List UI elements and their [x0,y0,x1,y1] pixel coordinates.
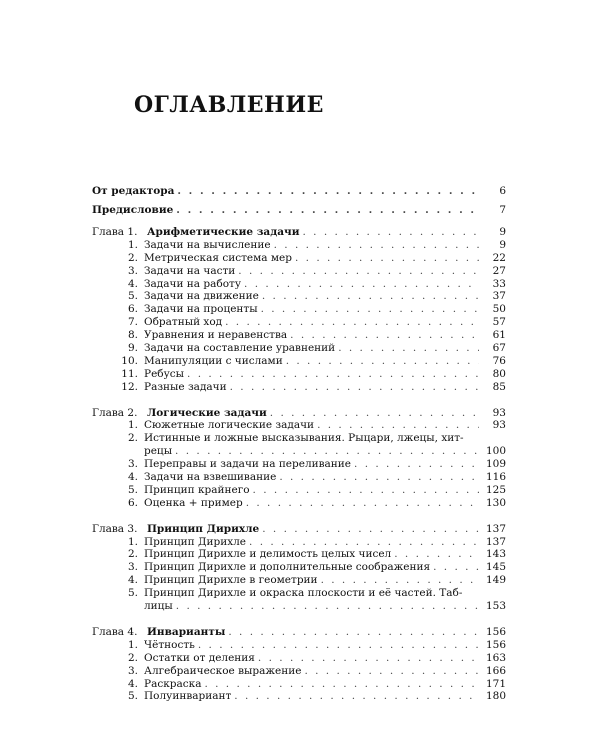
section-number: 10. [121,354,138,367]
toc-section-continuation[interactable] [92,445,506,458]
leader-dots [295,252,479,265]
toc-section[interactable] [92,342,506,355]
section-title-cont: рецы [144,445,173,458]
toc-section[interactable] [92,574,506,587]
chapter-title: Арифметические задачи [147,226,300,238]
toc-section[interactable] [92,665,506,678]
toc-page-number: 153 [485,600,506,613]
toc-section[interactable] [92,419,506,432]
toc-entry-preface[interactable] [92,201,506,220]
section-number: 6. [127,496,138,509]
toc-page-number: 9 [499,238,506,251]
toc-entry-title: От редактора [92,185,175,197]
section-number: 11. [121,367,138,380]
section-title: Ребусы [144,367,185,380]
section-title: Задачи на составление уравнений [144,342,336,355]
toc-section[interactable] [92,252,506,265]
section-number: 1. [127,419,138,432]
toc-section[interactable] [92,652,506,665]
leader-dots [176,201,479,220]
toc-section[interactable] [92,239,506,252]
section-title: Алгебраическое выражение [144,664,302,677]
section-number: 9. [127,342,138,355]
toc-page-number: 100 [485,445,506,458]
toc-section[interactable] [92,471,506,484]
leader-dots [321,574,479,587]
leader-dots [238,265,479,278]
section-number: 7. [127,316,138,329]
leader-dots [249,536,479,549]
toc-page-number: 163 [485,651,506,664]
section-number: 2. [127,548,138,561]
leader-dots [290,329,479,342]
section-title: Уравнения и неравенства [144,329,288,342]
toc-page-number: 93 [492,406,506,419]
toc-page-number: 143 [485,548,506,561]
toc-section[interactable] [92,690,506,703]
section-number: 1. [127,638,138,651]
toc-page-number: 7 [499,204,506,216]
toc-entry-editor[interactable] [92,182,506,201]
leader-dots [317,419,479,432]
chapter-label: Глава 3. [92,522,138,535]
toc-section[interactable] [92,265,506,278]
toc-section[interactable] [92,561,506,574]
toc-section[interactable] [92,497,506,510]
section-number: 4. [127,277,138,290]
leader-dots [279,471,479,484]
section-number: 2. [127,432,138,445]
section-number: 5. [127,290,138,303]
leader-dots [198,639,479,652]
leader-dots [234,690,479,703]
leader-dots [246,497,479,510]
section-title: Задачи на работу [144,277,242,290]
toc-page-number: 80 [492,367,506,380]
toc-page-number: 130 [485,496,506,509]
section-title: Принцип Дирихле [144,535,247,548]
section-title: Принцип Дирихле и дополнительные соображения [144,561,431,574]
leader-dots [304,665,479,678]
leader-dots [258,652,479,665]
toc-page-number: 6 [499,185,506,197]
toc-section[interactable] [92,432,506,445]
leader-dots [253,484,479,497]
section-title: Задачи на взвешивание [144,471,277,484]
chapter-title: Принцип Дирихле [147,522,260,535]
toc-page-number: 37 [492,290,506,303]
toc-section-continuation[interactable] [92,600,506,613]
toc-page-number: 171 [485,677,506,690]
section-number: 3. [127,264,138,277]
toc-page-number: 145 [485,561,506,574]
toc-page-number: 9 [499,226,506,238]
section-title: Раскраска [144,677,202,690]
section-number: 5. [127,690,138,703]
chapter-label: Глава 2. [92,406,138,419]
section-title: Остатки от деления [144,651,255,664]
section-number: 2. [127,651,138,664]
section-number: 4. [127,574,138,587]
toc-page-number: 27 [492,264,506,277]
leader-dots [176,600,479,613]
toc-section[interactable] [92,639,506,652]
toc-section[interactable] [92,587,506,600]
section-title: Переправы и задачи на переливание [144,458,352,471]
toc-page-number: 156 [485,625,506,638]
section-number: 2. [127,251,138,264]
leader-dots [262,523,479,536]
page-title: ОГЛАВЛЕНИЕ [134,92,324,118]
toc-page-number: 76 [492,354,506,367]
chapter-label: Глава 1. [92,226,138,238]
section-number: 5. [127,587,138,600]
section-title: Чётность [144,638,195,651]
section-title: Принцип Дирихле и делимость целых чисел [144,548,392,561]
section-title: Полуинвариант [144,690,232,703]
toc-page-number: 125 [485,483,506,496]
leader-dots [274,239,479,252]
toc-page-number: 22 [492,251,506,264]
section-title: Сюжетные логические задачи [144,419,315,432]
section-number: 3. [127,664,138,677]
section-number: 8. [127,329,138,342]
section-title-cont: лицы [144,600,173,613]
toc-section[interactable] [92,458,506,471]
section-number: 5. [127,483,138,496]
toc-page-number: 137 [485,522,506,535]
toc-page-number: 166 [485,664,506,677]
toc-section[interactable] [92,368,506,381]
leader-dots [270,407,479,420]
section-title: Истинные и ложные высказывания. Рыцари, лжецы, хит- [144,432,464,445]
toc-page-number: 109 [485,458,506,471]
toc-section[interactable] [92,278,506,291]
toc-section[interactable] [92,381,506,394]
leader-dots [262,290,479,303]
section-number: 1. [127,238,138,251]
leader-dots [261,303,479,316]
toc-page-number: 116 [485,471,506,484]
section-title: Задачи на части [144,264,236,277]
section-title: Задачи на вычисление [144,238,271,251]
leader-dots [354,458,479,471]
leader-dots [394,548,479,561]
leader-dots [177,182,479,201]
leader-dots [204,678,479,691]
leader-dots [286,355,479,368]
section-title: Задачи на проценты [144,303,258,316]
toc-entry-title: Предисловие [92,204,174,216]
chapter-label: Глава 4. [92,625,138,638]
toc-section[interactable] [92,329,506,342]
toc-page-number: 67 [492,342,506,355]
toc-section[interactable] [92,316,506,329]
section-title: Манипуляции с числами [144,354,283,367]
leader-dots [187,368,479,381]
toc-section[interactable] [92,536,506,549]
section-title: Принцип крайнего [144,483,250,496]
leader-dots [303,226,480,239]
chapter-title: Логические задачи [147,406,267,419]
leader-dots [338,342,479,355]
section-title: Обратный ход [144,316,223,329]
section-title: Разные задачи [144,380,227,393]
table-of-contents [92,182,506,703]
section-number: 4. [127,677,138,690]
toc-page-number: 180 [485,690,506,703]
toc-page-number: 156 [485,638,506,651]
section-title: Принцип Дирихле и окраска плоскости и её частей. Таб- [144,587,463,600]
toc-page-number: 137 [485,535,506,548]
toc-section[interactable] [92,484,506,497]
section-number: 3. [127,458,138,471]
leader-dots [244,278,479,291]
toc-chapter-1[interactable] [92,226,506,239]
toc-section[interactable] [92,355,506,368]
toc-section[interactable] [92,548,506,561]
section-number: 4. [127,471,138,484]
toc-section[interactable] [92,290,506,303]
toc-page-number: 33 [492,277,506,290]
section-number: 3. [127,561,138,574]
toc-chapter-4[interactable] [92,626,506,639]
section-number: 6. [127,303,138,316]
toc-page-number: 61 [492,329,506,342]
toc-page-number: 85 [492,380,506,393]
toc-page-number: 57 [492,316,506,329]
leader-dots [230,381,479,394]
section-number: 1. [127,535,138,548]
leader-dots [228,626,479,639]
section-title: Задачи на движение [144,290,259,303]
leader-dots [433,561,479,574]
leader-dots [225,316,479,329]
toc-page-number: 149 [485,574,506,587]
toc-chapter-3[interactable] [92,523,506,536]
leader-dots [175,445,479,458]
toc-page-number: 50 [492,303,506,316]
chapter-title: Инварианты [147,625,226,638]
toc-section[interactable] [92,678,506,691]
section-title: Оценка + пример [144,496,243,509]
toc-section[interactable] [92,303,506,316]
toc-chapter-2[interactable] [92,407,506,420]
section-number: 12. [121,380,138,393]
section-title: Метрическая система мер [144,251,292,264]
section-title: Принцип Дирихле в геометрии [144,574,318,587]
toc-page-number: 93 [492,419,506,432]
